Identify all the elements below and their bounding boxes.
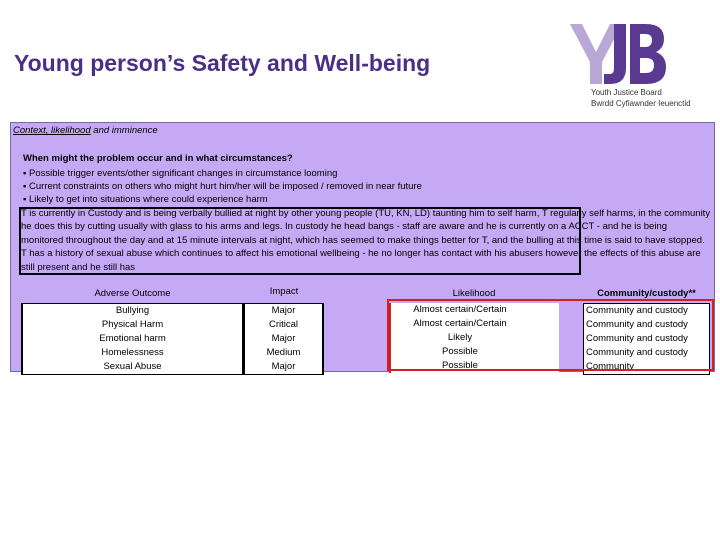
likelihood-cell: Possible [442,346,478,357]
likelihood-header: Likelihood [452,288,496,299]
outcome-cells [21,303,244,375]
impact-cell: Major [271,361,296,372]
likelihood-cell: Almost certain/Certain [413,304,507,315]
impact-header: Impact [269,286,299,297]
logo-line-1: Youth Justice Board [591,88,662,97]
case-description: T is currently in Custody and is being verbally bullied at night by other young people (TU, KN, LD) taunting him to self harm, T regularly self harms, in the community he does this by cutting usually with glass to his arms and legs. In custody he head bangs - staff are aware and he is currently on a ACCT - and he is being monitored throughout the day and at 15 minute intervals at night, which has seemed to make things better for T, and the bulling at this time is said to have stopped. T has a history of sexual abuse which continues to affect his emotional wellbeing - he no longer has contact with his abusers however the effects of this abuse are still present and he still has [21,208,711,273]
outcome-header: Adverse Outcome [94,288,171,299]
impact-cell: Medium [266,347,301,358]
community-cell: Community [586,361,635,372]
yjb-logo [568,22,708,114]
community-cells [583,303,710,375]
community-cell: Community and custody [586,333,688,344]
yjb-logo-mark [568,22,708,92]
impact-cell: Major [271,305,296,316]
impact-cell: Major [271,333,296,344]
community-column [583,287,710,375]
impact-cells [244,303,324,375]
logo-line-2: Bwrdd Cyfiawnder Ieuenctid [591,99,691,108]
community-cell: Community and custody [586,319,688,330]
bullet-item: ▪ Possible trigger events/other significant changes in circumstance looming [23,168,338,179]
outcome-cell: Sexual Abuse [103,361,162,372]
context-title [13,125,158,136]
community-header: Community/custody** [597,288,696,299]
section-heading: When might the problem occur and in what circumstances? [23,153,293,164]
bullet-item: ▪ Likely to get into situations where could experience harm [23,194,268,205]
community-cell: Community and custody [586,305,688,316]
outcome-column [21,287,244,375]
page-title: Young person’s Safety and Well-being [14,50,431,76]
outcome-cell: Bullying [115,305,150,316]
likelihood-cells [389,303,559,373]
outcome-cell: Homelessness [101,347,164,358]
likelihood-cell: Almost certain/Certain [413,318,507,329]
context-title-underlined: Context, likelihood [13,125,91,136]
bullet-list [23,167,422,206]
impact-column [244,285,324,375]
likelihood-cell: Likely [447,332,473,343]
context-panel [10,122,715,372]
impact-cell: Critical [268,319,299,330]
outcome-cell: Physical Harm [101,319,164,330]
outcome-cell: Emotional harm [99,333,166,344]
community-cell: Community and custody [586,347,688,358]
bullet-item: ▪ Current constraints on others who might hurt him/her will be imposed / removed in near future [23,181,422,192]
context-title-rest: and imminence [90,125,158,136]
likelihood-cell: Possible [442,360,478,371]
likelihood-column [389,287,559,373]
